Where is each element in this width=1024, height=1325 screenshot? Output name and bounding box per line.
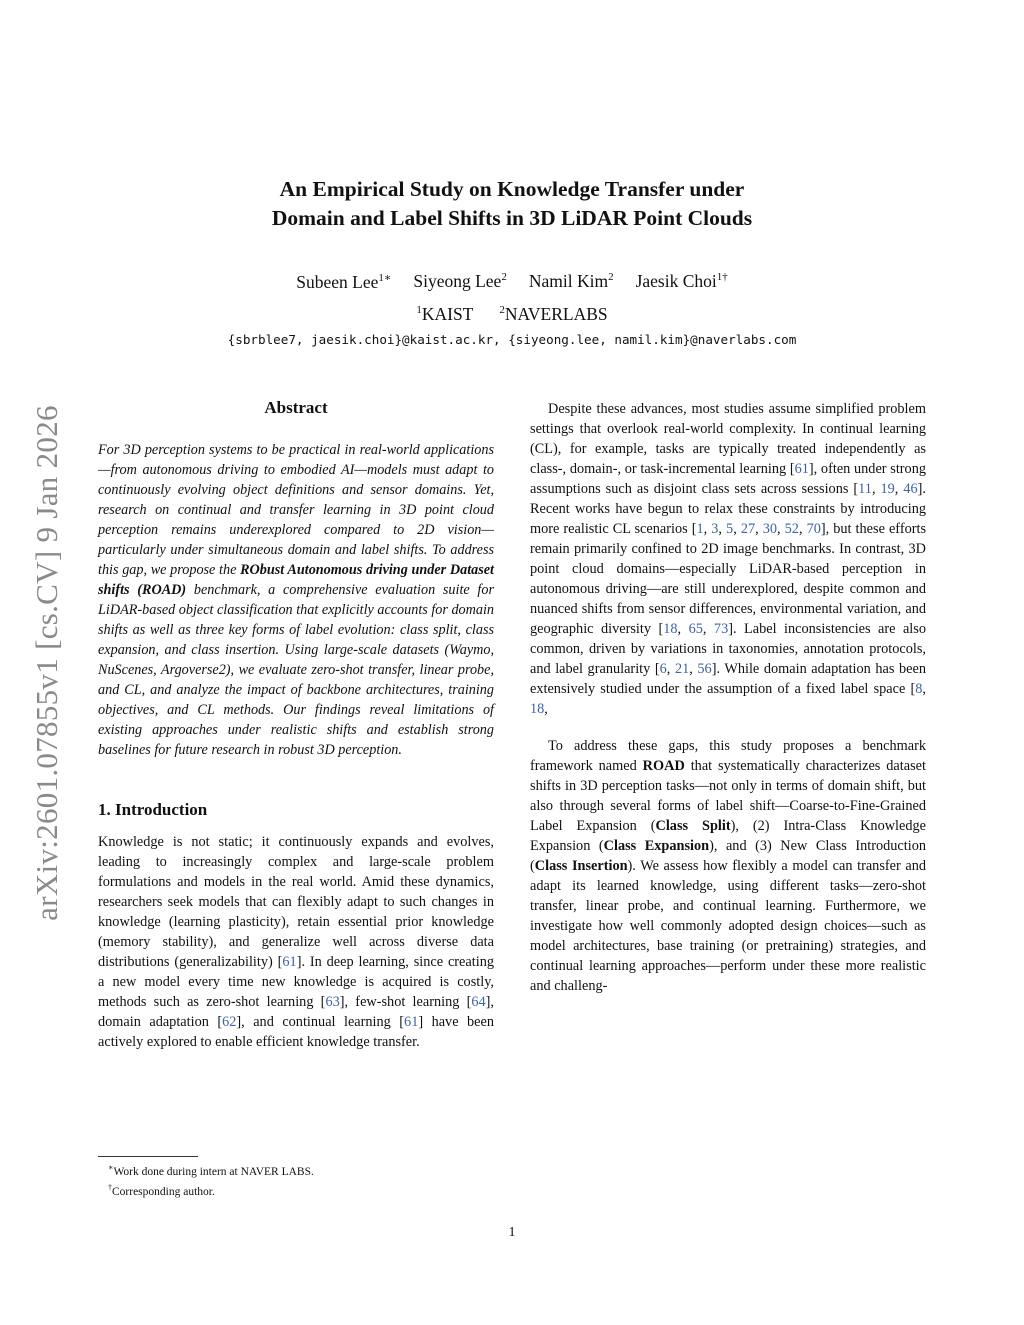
author-emails: {sbrblee7, jaesik.choi}@kaist.ac.kr, {siyeong.lee, namil.kim}@naverlabs.com <box>227 332 797 347</box>
footnote: †Corresponding author. <box>108 1182 215 1198</box>
citation-link[interactable]: 18 <box>530 701 545 717</box>
title-line-1: An Empirical Study on Knowledge Transfer under <box>279 177 745 201</box>
citation-link[interactable]: 64 <box>471 994 486 1010</box>
author-list <box>100 271 924 293</box>
right-column <box>530 399 926 996</box>
citation-link[interactable]: 21 <box>674 661 690 677</box>
citation-link[interactable]: 61 <box>282 954 297 970</box>
abstract-heading: Abstract <box>264 398 328 417</box>
left-column <box>98 396 494 1052</box>
citation-link[interactable]: 46 <box>903 481 918 497</box>
citation-link[interactable]: 63 <box>325 994 340 1010</box>
page-number: 1 <box>508 1225 516 1240</box>
footnote: ∗Work done during intern at NAVER LABS. <box>108 1163 314 1178</box>
citation-link[interactable]: 11 <box>858 481 872 497</box>
section-heading: 1. Introduction <box>98 800 208 819</box>
citation-link[interactable]: 70 <box>806 521 821 537</box>
author: Jaesik Choi$^{1\dagger}$ <box>635 271 728 291</box>
affiliation: $^1$KAIST <box>416 304 474 324</box>
intro-paragraph-1: Knowledge is not static; it continuously expands and evolves, leading to increasingly complex and large-scale problem formulations and models in the real world. Amid these dynamics, researchers seek models that can flexibly adapt to such changes in knowledge (learning plasticity), retain essential prior knowledge (memory stability), and generalize well across diverse data distributions (generalizability) [61]. In deep learning, since creating a new model every time new knowledge is acquired is costly, methods such as zero-shot learning [63], few-shot learning [64], domain adaptation [62], and continual learning [61] have been actively explored to enable efficient knowledge transfer. <box>98 834 495 1050</box>
citation-link[interactable]: 8 <box>915 681 923 697</box>
author: Subeen Lee$^{1∗}$ <box>296 271 392 292</box>
citation-link[interactable]: 73 <box>713 621 729 637</box>
citation-link[interactable]: 56 <box>697 661 712 677</box>
citation-link[interactable]: 27 <box>740 521 756 537</box>
paragraph-gap <box>530 719 926 736</box>
citation-link[interactable]: 52 <box>784 521 799 537</box>
citation-link[interactable]: 61 <box>404 1014 419 1030</box>
citation-link[interactable]: 6 <box>659 661 667 677</box>
citation-link[interactable]: 18 <box>663 621 678 637</box>
abstract-text: For 3D perception systems to be practical in real-world applications—from autonomous driving to embodied AI—models must adapt to continuously evolving object definitions and sensor domains. Yet, research on continual and transfer learning in 3D point cloud perception remains underexplored compared to 2D vision—particularly under simultaneous domain and label shifts. To address this gap, we propose the RObust Autonomous driving under Dataset shifts (ROAD) benchmark, a comprehensive evaluation suite for LiDAR-based object classification that explicitly accounts for domain shifts as well as three key forms of label evolution: class split, class expansion, and class insertion. Using large-scale datasets (Waymo, NuScenes, Argoverse2), we evaluate zero-shot transfer, linear probe, and CL, and analyze the impact of backbone architectures, training objectives, and CL methods. Our findings reveal limitations of existing approaches under realistic shifts and establish strong baselines for future research in robust 3D perception. <box>98 442 495 758</box>
citation-link[interactable]: 5 <box>726 521 734 537</box>
affiliations <box>100 304 924 325</box>
citation-link[interactable]: 62 <box>222 1014 237 1030</box>
title-line-2: Domain and Label Shifts in 3D LiDAR Point Clouds <box>271 206 753 230</box>
footnote-rule <box>98 1156 198 1157</box>
intro-paragraph-3: To address these gaps, this study proposes a benchmark framework named ROAD that systematically characterizes dataset shifts in 3D perception tasks—not only in terms of domain shift, but also through several forms of label shift—Coarse-to-Fine-Grained Label Expansion (Class Split), (2) Intra-Class Knowledge Expansion (Class Expansion), and (3) New Class Introduction (Class Insertion). We assess how flexibly a model can transfer and adapt its learned knowledge, using different tasks—zero-shot transfer, linear probe, and continual learning. Furthermore, we investigate how well commonly adopted design choices—such as model architectures, base training (or pretraining) strategies, and continual learning approaches—perform under these more realistic and challeng- <box>530 738 926 994</box>
affiliation: $^2$NAVERLABS <box>499 304 608 324</box>
citation-link[interactable]: 61 <box>794 461 809 477</box>
author: Namil Kim$^2$ <box>528 271 614 291</box>
author: Siyeong Lee$^2$ <box>413 271 507 291</box>
arxiv-stamp <box>27 380 67 945</box>
citation-link[interactable]: 19 <box>880 481 895 497</box>
citation-link[interactable]: 65 <box>688 621 703 637</box>
arxiv-stamp-text: arXiv:2601.07855v1 [cs.CV] 9 Jan 2026 <box>29 404 64 921</box>
citation-link[interactable]: 3 <box>711 521 719 537</box>
citation-link[interactable]: 30 <box>762 521 778 537</box>
citation-link[interactable]: 1 <box>696 521 704 537</box>
paper-title <box>100 175 924 233</box>
intro-paragraph-2: Despite these advances, most studies assume simplified problem settings that overlook real-world complexity. In continual learning (CL), for example, tasks are typically treated independently as class-, domain-, or task-incremental learning [61], often under strong assumptions such as disjoint class sets across sessions [11, 19, 46]. Recent works have begun to relax these constraints by introducing more realistic CL scenarios [1, 3, 5, 27, 30, 52, 70], but these efforts remain primarily confined to 2D image benchmarks. In contrast, 3D point cloud domains—especially LiDAR-based perception in autonomous driving—are still underexplored, despite common and nuanced shifts from sensor differences, environmental variation, and geographic diversity [18, 65, 73]. Label inconsistencies are also common, driven by variations in taxonomies, annotation protocols, and label granularity [6, 21, 56]. While domain adaptation has been extensively studied under the assumption of a fixed label space [8, 18, <box>530 401 927 717</box>
footnotes <box>98 1160 494 1200</box>
